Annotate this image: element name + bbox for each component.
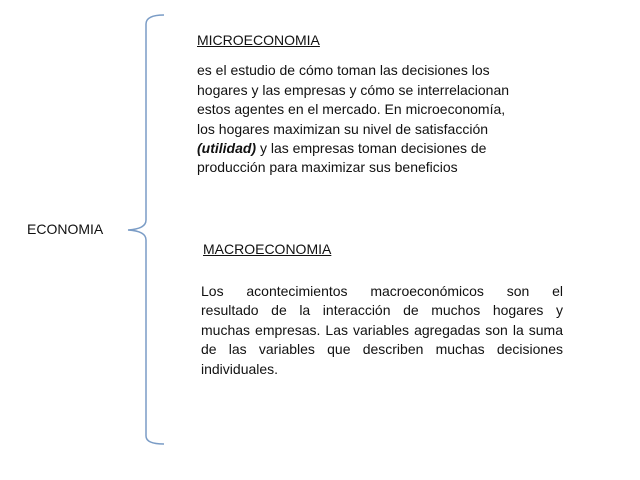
macro-line: resultado de la interacción de muchos hogares y	[201, 302, 563, 319]
utilidad-emphasis: (utilidad)	[197, 140, 257, 156]
micro-line: producción para maximizar sus beneficios	[197, 159, 458, 175]
micro-line: estos agentes en el mercado. En microeconomía,	[197, 101, 506, 117]
economia-label: ECONOMIA	[27, 221, 104, 237]
macro-line: de las variables que describen muchas decisiones	[201, 341, 563, 358]
micro-line-rest: y las empresas toman decisiones de	[256, 140, 487, 156]
macro-line: muchas empresas. Las variables agregadas son la suma	[201, 321, 563, 338]
micro-line: es el estudio de cómo toman las decisiones los	[197, 62, 490, 78]
macro-line: individuales.	[201, 360, 279, 377]
microeconomia-title: MICROECONOMIA	[197, 32, 320, 48]
macro-paragraph	[201, 282, 563, 379]
macro-line: Los acontecimientos macroeconómicos son el	[201, 283, 563, 299]
micro-line: hogares y las empresas y cómo se interrelacionan	[197, 81, 510, 98]
macroeconomia-title: MACROECONOMIA	[203, 241, 332, 257]
micro-line: los hogares maximizan su nivel de satisfacción	[197, 120, 489, 137]
micro-line	[197, 139, 486, 158]
